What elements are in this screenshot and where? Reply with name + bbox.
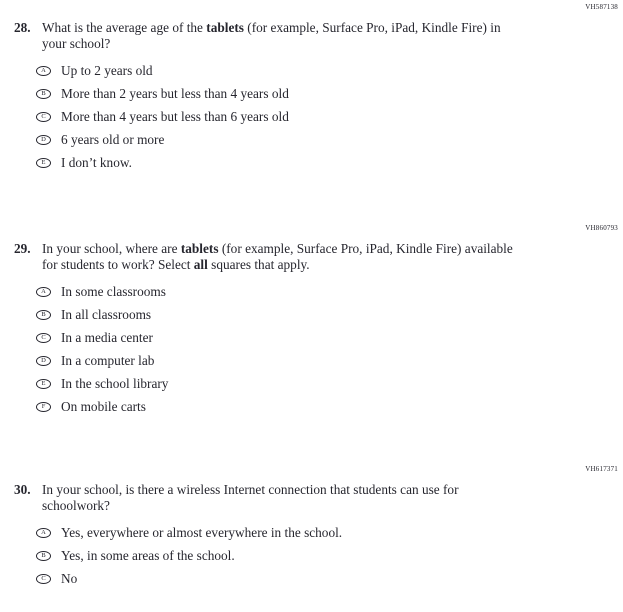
q30-option-b[interactable]	[36, 549, 623, 563]
oval-letter: D	[41, 135, 46, 143]
answer-oval-icon[interactable]	[36, 66, 51, 76]
q29-option-a[interactable]	[36, 285, 623, 299]
q29-option-d[interactable]	[36, 354, 623, 368]
question-code: VH860793	[585, 224, 618, 232]
question-text-segment-bold: tablets	[206, 20, 244, 35]
answer-oval-icon[interactable]	[36, 333, 51, 343]
q30-option-a[interactable]	[36, 526, 623, 540]
question-number: 28.	[14, 20, 31, 35]
option-label: In all classrooms	[61, 307, 152, 322]
option-label: On mobile carts	[61, 399, 146, 414]
question-code: VH617371	[585, 465, 618, 473]
q29-options-list	[36, 285, 623, 414]
question-text	[42, 241, 522, 273]
oval-letter: D	[41, 356, 46, 364]
option-label: In some classrooms	[61, 284, 166, 299]
question-text-segment: What is the average age of the	[42, 20, 207, 35]
question-text-segment-bold: tablets	[180, 241, 219, 256]
oval-letter: B	[41, 89, 46, 97]
oval-letter: B	[41, 551, 46, 559]
option-label: In a media center	[61, 330, 153, 345]
oval-letter: A	[41, 287, 46, 295]
question-text-segment: In your school, where are	[42, 241, 181, 256]
question-text-segment: (for example, Surface Pro, iPad, Kindle Fire) available for students to work? Select	[42, 241, 513, 272]
q28-option-d[interactable]	[36, 133, 623, 147]
answer-oval-icon[interactable]	[36, 89, 51, 99]
question-30	[14, 465, 623, 586]
q29-option-c[interactable]	[36, 331, 623, 345]
question-text	[42, 20, 522, 52]
q28-option-a[interactable]	[36, 64, 623, 78]
q28-option-b[interactable]	[36, 87, 623, 101]
q29-option-b[interactable]	[36, 308, 623, 322]
answer-oval-icon[interactable]	[36, 574, 51, 584]
q30-option-c[interactable]	[36, 572, 623, 586]
answer-oval-icon[interactable]	[36, 402, 51, 412]
oval-letter: E	[41, 379, 46, 387]
question-number: 29.	[14, 241, 31, 256]
oval-letter: F	[41, 402, 46, 410]
question-28-stem	[14, 20, 623, 52]
answer-oval-icon[interactable]	[36, 551, 51, 561]
question-text-segment-bold: all	[193, 257, 208, 272]
option-label: I don’t know.	[61, 155, 132, 170]
option-label: Yes, everywhere or almost everywhere in the school.	[61, 525, 343, 540]
question-28	[14, 3, 623, 170]
question-29	[14, 224, 623, 414]
answer-oval-icon[interactable]	[36, 528, 51, 538]
q30-options-list	[36, 526, 623, 586]
q29-option-e[interactable]	[36, 377, 623, 391]
option-label: In the school library	[61, 376, 169, 391]
oval-letter: A	[41, 66, 46, 74]
question-text	[42, 482, 522, 514]
option-label: More than 4 years but less than 6 years old	[61, 109, 289, 124]
option-label: Up to 2 years old	[61, 63, 153, 78]
answer-oval-icon[interactable]	[36, 112, 51, 122]
question-text-segment: In your school, is there a wireless Internet connection that students can use for schoolwork?	[42, 482, 459, 513]
question-30-stem	[14, 482, 623, 514]
option-label: No	[61, 571, 78, 586]
question-text-segment: squares that apply.	[207, 257, 310, 272]
question-text-segment: (for example, Surface Pro, iPad, Kindle Fire) in your school?	[42, 20, 501, 51]
answer-oval-icon[interactable]	[36, 356, 51, 366]
option-label: In a computer lab	[61, 353, 155, 368]
answer-oval-icon[interactable]	[36, 379, 51, 389]
oval-letter: B	[41, 310, 46, 318]
oval-letter: A	[41, 528, 46, 536]
question-29-stem	[14, 241, 623, 273]
answer-oval-icon[interactable]	[36, 310, 51, 320]
q28-option-c[interactable]	[36, 110, 623, 124]
option-label: Yes, in some areas of the school.	[61, 548, 235, 563]
answer-oval-icon[interactable]	[36, 135, 51, 145]
q28-option-e[interactable]	[36, 156, 623, 170]
q28-options-list	[36, 64, 623, 170]
answer-oval-icon[interactable]	[36, 287, 51, 297]
question-number: 30.	[14, 482, 31, 497]
answer-oval-icon[interactable]	[36, 158, 51, 168]
q29-option-f[interactable]	[36, 400, 623, 414]
oval-letter: C	[41, 112, 46, 120]
option-label: 6 years old or more	[61, 132, 165, 147]
option-label: More than 2 years but less than 4 years old	[61, 86, 289, 101]
oval-letter: E	[41, 158, 46, 166]
oval-letter: C	[41, 574, 46, 582]
question-code: VH587138	[585, 3, 618, 11]
oval-letter: C	[41, 333, 46, 341]
